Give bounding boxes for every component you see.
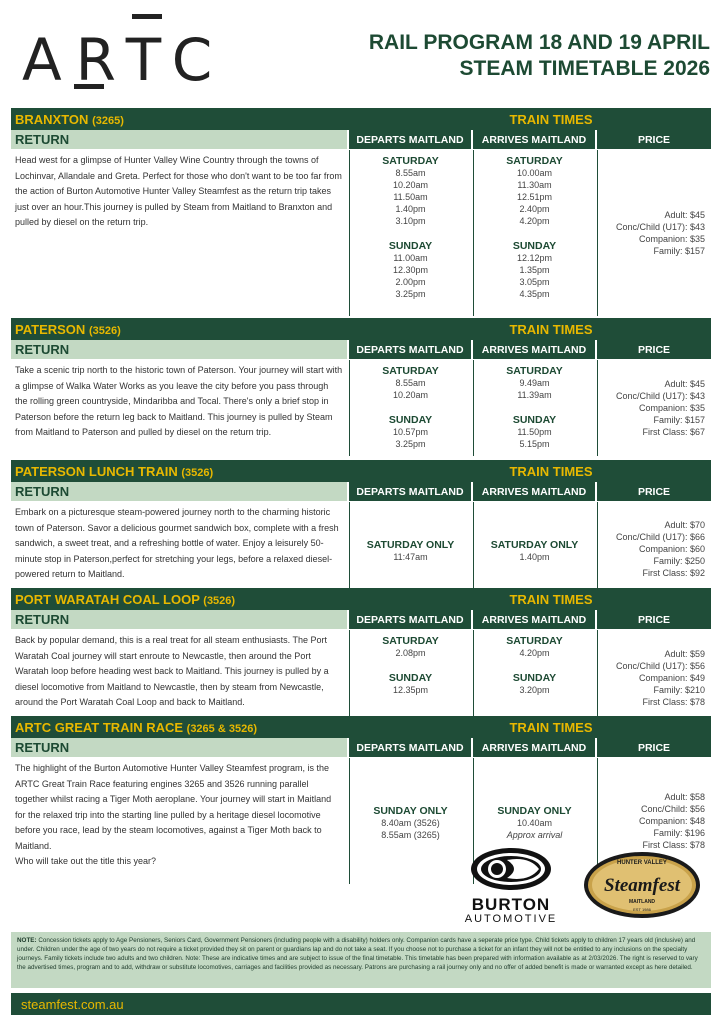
price-item: Companion: $48 [638,816,705,826]
section-description: Take a scenic trip north to the historic town of Paterson. Your journey will start with a glimpse of Walka Water Works as you leave the city before you pass through the rolling green countryside, Mindaribba and Tocal. There's only a brief stop in Paterson before the return leg back to Maitland. This journey is pulled by Steam from Maitland to Paterson and pulled by diesel on the return trip. [15,365,343,437]
departs-header: DEPARTS MAITLAND [349,738,471,757]
train-times-label: TRAIN TIMES [509,591,593,607]
price-item: Conc/Child: $56 [640,804,705,814]
arrive-column [473,360,595,456]
column-headers [11,340,711,360]
section-name-wrap [11,464,213,479]
title-line-2: STEAM TIMETABLE 2026 [459,57,710,80]
time-value: 10.57pm [392,427,429,437]
arrives-header: ARRIVES MAITLAND [473,482,595,501]
section-description: Head west for a glimpse of Hunter Valley Wine Country through the towns of Lochinvar, Allandale and Greta. Perfect for those who don't want to be too far from the action of Burton Automotive Hunter Valley Steamfest as the return trip takes just over an hour.This journey is pulled by Steam from Maitland to Branxton and pulled by diesel on the return trip. [15,155,342,227]
train-times-label: TRAIN TIMES [509,463,593,479]
return-label: RETURN [11,738,347,757]
price-item: First Class: $78 [642,697,705,707]
time-value: 3.05pm [519,277,550,287]
time-value: 11.50pm [517,427,552,437]
time-value: 1.40pm [519,551,550,562]
time-value: 2.08pm [395,648,426,658]
section-body [11,360,711,456]
day-label: SATURDAY [506,365,563,377]
time-value: 3.25pm [395,439,426,449]
day-label: SATURDAY [382,635,439,647]
section-loco: (3265 & 3526) [186,722,257,735]
price-item: First Class: $67 [642,427,705,437]
time-value: 8.55am (3265) [381,829,440,840]
arrives-header: ARRIVES MAITLAND [473,130,595,149]
day-label: SUNDAY [388,414,433,426]
price-item: Family: $196 [653,828,705,838]
price-item: Companion: $60 [638,544,705,554]
depart-column [349,630,471,726]
section-loco: (3526) [88,324,121,337]
burton-emblem-icon [469,846,553,892]
day-label: SATURDAY ONLY [366,538,455,551]
time-value: 11.30am [517,180,552,190]
price-item: Adult: $45 [664,379,705,389]
footer-bar [11,993,711,1015]
sponsor-logos [458,846,708,926]
price-header: PRICE [597,130,711,149]
steamfest-est: EST 1986 [633,907,651,912]
time-value: 3.25pm [395,289,426,299]
price-header: PRICE [597,482,711,501]
return-label: RETURN [11,482,347,501]
price-item: Family: $157 [653,415,705,425]
price-column [597,150,711,316]
return-label: RETURN [11,610,347,629]
price-column [597,502,711,596]
steamfest-bottom: MAITLAND [628,899,656,905]
price-header: PRICE [597,610,711,629]
time-value: 10.40am [516,817,553,828]
return-label: RETURN [11,340,347,359]
column-headers [11,130,711,150]
time-note: Approx arrival [506,829,563,840]
depart-column [349,758,471,884]
note-box [11,932,711,988]
section-header [11,318,711,340]
section-description: The highlight of the Burton Automotive Hunter Valley Steamfest program, is the ARTC Great Train Race featuring engines 3265 and 3526 running parallel together whilst racing a Tiger Moth aeroplane. Your journey will start in Maitland for the relaxed trip into the starting line pulled by a heritage diesel locomotive before you race, lead by the steam locomotives, against a Tiger Moth back to Maitland. Who will take out the title this year? [15,763,332,866]
day-label: SUNDAY ONLY [373,804,448,817]
steamfest-name: Steamfest [604,875,680,896]
section-name-wrap [11,322,121,337]
timetable-section [11,318,711,456]
day-label: SUNDAY [388,240,433,252]
price-column [597,630,711,726]
page-header [0,0,724,108]
price-item: Adult: $58 [664,792,705,802]
note-text: Concession tickets apply to Age Pensioners, Seniors Card, Government Pensioners (including people with a disability) holders only. Companion cards have a seperate price type. Child tickets apply to children 17 years old (inclusive) and under. Children under the age of two years do not require a ticket provided they sit on parent or guardians lap and do not take a seat. If you choose not to purchase a ticket for an infant they will not be entitled to any inclusions on the specialty journeys. Family tickets include two adults and two children. Note: These are indicative times and are subject to issue of the final timetable. This timetable has been prepared with information available as at 2/03/2026. The right is reserved to vary the advertised times, program and to add, withdraw or substitute locomotives, carriages and facilities provided as necessary. Patrons are purchasing a rail journey only and no offer of added benefit is made or warranted except as here detailed. [17,937,698,971]
section-loco: (3265) [92,114,124,127]
time-value: 12.51pm [516,192,553,202]
price-item: First Class: $92 [642,568,705,578]
time-value: 2.00pm [395,277,426,287]
arrives-header: ARRIVES MAITLAND [473,738,595,757]
time-value: 4.20pm [519,648,550,658]
time-value: 11.39am [517,390,552,400]
timetable-section [11,108,711,316]
section-name: ARTC GREAT TRAIN RACE [15,719,184,735]
section-body [11,150,711,316]
time-value: 11.00am [393,253,428,263]
section-header [11,460,711,482]
arrive-column [473,630,595,726]
section-header [11,108,711,130]
day-label: SATURDAY [506,635,563,647]
time-value: 12.35pm [392,685,429,695]
day-label: SATURDAY [382,365,439,377]
day-label: SATURDAY ONLY [490,538,579,551]
time-value: 10.20am [392,180,429,190]
day-label: SUNDAY [512,414,557,426]
day-label: SUNDAY [512,240,557,252]
time-value: 3.10pm [395,216,426,226]
section-body [11,630,711,726]
section-name: PATERSON LUNCH TRAIN [15,463,178,479]
day-label: SUNDAY ONLY [497,804,572,817]
time-value: 4.35pm [519,289,550,299]
section-header [11,588,711,610]
arrives-header: ARRIVES MAITLAND [473,340,595,359]
section-loco: (3526) [181,466,214,479]
depart-column [349,502,471,596]
price-item: Family: $157 [653,246,705,256]
train-times-label: TRAIN TIMES [509,719,593,735]
section-loco: (3526) [203,594,236,607]
column-headers [11,738,711,758]
price-item: Conc/Child (U17): $66 [615,532,705,542]
time-value: 10.00am [516,168,553,178]
day-label: SATURDAY [382,155,439,167]
price-item: Family: $250 [653,556,705,566]
time-value: 5.15pm [519,439,550,449]
time-value: 1.40pm [395,204,426,214]
artc-logo [22,14,232,94]
day-label: SUNDAY [388,672,433,684]
departs-header: DEPARTS MAITLAND [349,130,471,149]
burton-automotive-logo [458,846,564,926]
price-header: PRICE [597,738,711,757]
price-item: Conc/Child (U17): $43 [615,222,705,232]
section-name: BRANXTON [15,111,89,127]
page-title [369,30,710,82]
time-value: 8.55am [395,378,426,388]
title-line-1: RAIL PROGRAM 18 AND 19 APRIL [368,31,710,54]
section-name-wrap [11,720,257,735]
section-name: PORT WARATAH COAL LOOP [15,591,200,607]
time-value: 2.40pm [519,204,550,214]
burton-sub: AUTOMOTIVE [464,913,558,925]
price-item: Adult: $45 [664,210,705,220]
column-headers [11,610,711,630]
time-value: 1.35pm [519,265,550,275]
time-value: 12.12pm [516,253,553,263]
section-header [11,716,711,738]
section-body [11,502,711,596]
day-label: SATURDAY [506,155,563,167]
departs-header: DEPARTS MAITLAND [349,340,471,359]
time-value: 10.20am [392,390,429,400]
price-item: Conc/Child (U17): $56 [615,661,705,671]
section-name-wrap [11,112,124,127]
day-label: SUNDAY [512,672,557,684]
train-times-label: TRAIN TIMES [509,111,593,127]
price-item: Family: $210 [653,685,705,695]
section-name-wrap [11,592,235,607]
column-headers [11,482,711,502]
time-value: 8.40am (3526) [381,817,440,828]
time-value: 3.20pm [519,685,550,695]
arrive-column [473,502,595,596]
arrive-column [473,150,595,316]
price-header: PRICE [597,340,711,359]
time-value: 11.50am [393,192,428,202]
note-label: NOTE: [17,937,37,944]
price-item: Adult: $70 [664,520,705,530]
depart-column [349,360,471,456]
train-times-label: TRAIN TIMES [509,321,593,337]
departs-header: DEPARTS MAITLAND [349,610,471,629]
arrives-header: ARRIVES MAITLAND [473,610,595,629]
timetable-section [11,588,711,726]
section-description: Embark on a picturesque steam-powered journey north to the charming historic town of Paterson. Savor a delicious gourmet sandwich box, complete with a fresh sandwich, a sweet treat, and a refreshing bottle of water. Enjoy a leisurely 50-minute stop in Paterson,perfect for stretching your legs, before a relaxed diesel-powered return to Maitland. [15,507,339,579]
price-item: Companion: $49 [638,673,705,683]
time-value: 9.49am [519,378,550,388]
timetable-section [11,460,711,596]
section-name: PATERSON [15,321,86,337]
burton-name: BURTON [471,895,551,914]
price-item: Companion: $35 [638,234,705,244]
price-column [597,360,711,456]
steamfest-logo [582,850,702,920]
footer-url[interactable]: steamfest.com.au [21,996,124,1012]
price-item: First Class: $78 [642,840,705,850]
time-value: 4.20pm [519,216,550,226]
price-item: Companion: $35 [638,403,705,413]
price-item: Conc/Child (U17): $43 [615,391,705,401]
time-value: 8.55am [395,168,426,178]
departs-header: DEPARTS MAITLAND [349,482,471,501]
logo-text: ARTC [22,26,227,94]
price-item: Adult: $59 [664,649,705,659]
return-label: RETURN [11,130,347,149]
section-description: Back by popular demand, this is a real treat for all steam enthusiasts. The Port Waratah Coal journey will start enroute to Newcastle, then around the Port Waratah loop before heading west back to Maitland. This journey is pulled by a diesel locomotive from Maitland to Newcastle, then by steam from Newcastle, around the Port Waratah Coal Loop and back to Maitland. [15,635,329,707]
time-value: 12.30pm [392,265,429,275]
steamfest-top: HUNTER VALLEY [617,860,667,866]
time-value: 11:47am [393,551,428,562]
depart-column [349,150,471,316]
